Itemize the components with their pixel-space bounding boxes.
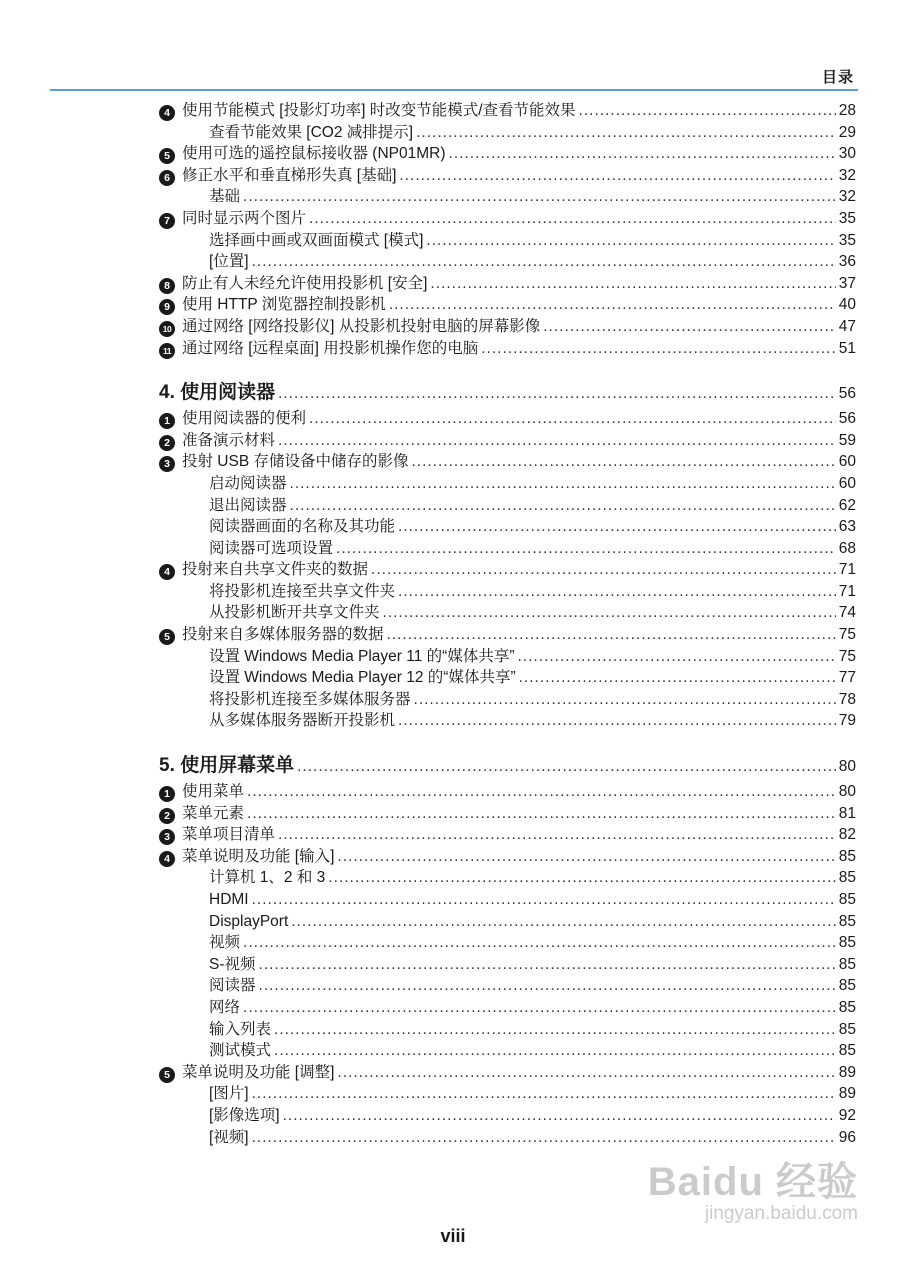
- toc-page-number: 47: [838, 317, 856, 335]
- toc-label: 投射 USB 存储设备中储存的影像: [182, 453, 409, 471]
- toc-label: 选择画中画或双画面模式 [模式]: [209, 231, 424, 249]
- toc-label: 修正水平和垂直梯形失真 [基础]: [182, 166, 397, 184]
- dot-leader: [252, 251, 836, 273]
- toc-page-number: 92: [838, 1106, 856, 1124]
- toc-label: 退出阅读器: [209, 496, 287, 514]
- toc-page-number: 85: [838, 869, 856, 887]
- toc-entry[interactable]: [159, 273, 856, 295]
- toc-entry[interactable]: [159, 294, 856, 316]
- circled-number-icon: 2: [159, 435, 175, 451]
- circled-number-icon: 3: [159, 456, 175, 472]
- dot-leader: [481, 338, 836, 360]
- dot-leader: [399, 165, 835, 187]
- toc-page-number: 29: [838, 123, 856, 141]
- toc-label: 使用节能模式 [投影灯功率] 时改变节能模式/查看节能效果: [182, 102, 576, 119]
- toc-page-number: 36: [838, 253, 856, 271]
- toc-subentry[interactable]: [159, 230, 856, 252]
- toc-label: 阅读器: [209, 977, 256, 995]
- dot-leader: [449, 143, 836, 165]
- toc-subentry[interactable]: [159, 186, 856, 208]
- toc-subentry[interactable]: [159, 473, 856, 495]
- toc-label: 设置 Windows Media Player 12 的“媒体共享”: [209, 669, 516, 687]
- dot-leader: [252, 1127, 836, 1149]
- toc-label: 防止有人未经允许使用投影机 [安全]: [182, 274, 428, 292]
- toc-label: 查看节能效果 [CO2 减排提示]: [209, 123, 414, 141]
- watermark-logo: Baidu 经验: [647, 1160, 858, 1204]
- dot-leader: [259, 954, 836, 976]
- toc-label: 将投影机连接至多媒体服务器: [209, 690, 411, 708]
- circled-number-icon: 1: [159, 786, 175, 802]
- toc-subentry[interactable]: [159, 1040, 856, 1062]
- toc-page-number: 82: [838, 826, 856, 844]
- dot-leader: [416, 122, 836, 144]
- toc-entry[interactable]: [159, 430, 856, 452]
- toc-page-number: 32: [838, 188, 856, 206]
- toc-label: 使用可选的遥控鼠标接收器 (NP01MR): [182, 145, 446, 163]
- circled-number-icon: 2: [159, 808, 175, 824]
- toc-page-number: 85: [838, 977, 856, 995]
- toc-page-number: 35: [838, 231, 856, 249]
- toc-label: 测试模式: [209, 1042, 272, 1060]
- toc-subentry[interactable]: [159, 667, 856, 689]
- toc-label: 网络: [209, 998, 241, 1016]
- toc-label: [视频]: [209, 1128, 249, 1146]
- toc-page-number: 37: [838, 274, 856, 292]
- dot-leader: [243, 932, 836, 954]
- toc-page-number: 63: [838, 518, 856, 536]
- toc-label: 使用 HTTP 浏览器控制投影机: [182, 296, 386, 314]
- dot-leader: [519, 667, 836, 689]
- toc-subentry[interactable]: [159, 867, 856, 889]
- circled-number-icon: 11: [159, 343, 175, 359]
- dot-leader: [517, 646, 835, 668]
- toc-entry[interactable]: [159, 165, 856, 187]
- toc-page-number: 85: [838, 934, 856, 952]
- dot-leader: [278, 378, 836, 409]
- toc-subentry[interactable]: [159, 1127, 856, 1149]
- dot-leader: [309, 208, 836, 230]
- dot-leader: [371, 559, 836, 581]
- dot-leader: [243, 186, 836, 208]
- toc-page-number: 80: [838, 758, 856, 776]
- circled-number-icon: 5: [159, 629, 175, 645]
- toc-label: 视频: [209, 934, 241, 952]
- dot-leader: [283, 1105, 836, 1127]
- dot-leader: [274, 1019, 836, 1041]
- toc-subentry[interactable]: [159, 122, 856, 144]
- toc-label: 将投影机连接至共享文件夹: [209, 582, 396, 600]
- toc-entry[interactable]: [159, 1062, 856, 1084]
- toc-entry[interactable]: [159, 624, 856, 646]
- toc-label: 阅读器画面的名称及其功能: [209, 518, 396, 536]
- dot-leader: [383, 602, 836, 624]
- circled-number-icon: 1: [159, 413, 175, 429]
- toc-page-number: 62: [838, 496, 856, 514]
- toc-entry[interactable]: [159, 846, 856, 868]
- toc-page-number: 60: [838, 453, 856, 471]
- circled-number-icon: 6: [159, 170, 175, 186]
- toc-label: 5. 使用屏幕菜单: [159, 755, 295, 777]
- dot-leader: [337, 1062, 835, 1084]
- toc-page-number: 68: [838, 539, 856, 557]
- toc-entry[interactable]: [159, 559, 856, 581]
- toc-label: S-视频: [209, 955, 256, 973]
- dot-leader: [290, 495, 836, 517]
- toc-subentry[interactable]: [159, 1105, 856, 1127]
- toc-entry[interactable]: [159, 208, 856, 230]
- dot-leader: [328, 867, 835, 889]
- toc-entry[interactable]: [159, 100, 856, 122]
- toc-label: 准备演示材料: [182, 431, 276, 449]
- circled-number-icon: 9: [159, 299, 175, 315]
- toc-page-number: 77: [838, 669, 856, 687]
- toc-subentry[interactable]: [159, 710, 856, 732]
- toc-subentry[interactable]: [159, 997, 856, 1019]
- toc-page-number: 85: [838, 1020, 856, 1038]
- toc-page-number: 59: [838, 431, 856, 449]
- toc-entry[interactable]: [159, 338, 856, 360]
- circled-number-icon: 8: [159, 278, 175, 294]
- toc-page-number: 75: [838, 626, 856, 644]
- dot-leader: [398, 516, 836, 538]
- dot-leader: [274, 1040, 836, 1062]
- toc-label: 投射来自共享文件夹的数据: [182, 561, 369, 579]
- dot-leader: [411, 451, 835, 473]
- toc-subentry[interactable]: [159, 646, 856, 668]
- toc-entry[interactable]: [159, 408, 856, 430]
- toc-subentry[interactable]: [159, 932, 856, 954]
- toc-label: [图片]: [209, 1085, 249, 1103]
- dot-leader: [252, 889, 836, 911]
- toc-subentry[interactable]: [159, 911, 856, 933]
- toc-label: 通过网络 [网络投影仪] 从投影机投射电脑的屏幕影像: [182, 317, 541, 335]
- toc-subentry[interactable]: [159, 1083, 856, 1105]
- toc-page-number: 85: [838, 912, 856, 930]
- toc-page-number: 75: [838, 647, 856, 665]
- dot-leader: [389, 294, 836, 316]
- toc-page-number: 30: [838, 145, 856, 163]
- toc-page-number: 51: [838, 339, 856, 357]
- circled-number-icon: 7: [159, 213, 175, 229]
- circled-number-icon: 4: [159, 564, 175, 580]
- toc-label: 菜单项目清单: [182, 826, 276, 844]
- toc-page-number: 60: [838, 474, 856, 492]
- toc-label: 使用菜单: [182, 783, 245, 801]
- toc-subentry[interactable]: [159, 1019, 856, 1041]
- toc-page-number: 85: [838, 998, 856, 1016]
- dot-leader: [278, 430, 836, 452]
- toc-entry[interactable]: [159, 781, 856, 803]
- dot-leader: [426, 230, 835, 252]
- toc-label: 设置 Windows Media Player 11 的“媒体共享”: [209, 647, 515, 665]
- baidu-watermark: [648, 1150, 858, 1225]
- toc-label: 菜单说明及功能 [输入]: [182, 847, 335, 865]
- dot-leader: [290, 473, 836, 495]
- dot-leader: [247, 803, 836, 825]
- toc-subentry[interactable]: [159, 581, 856, 603]
- toc-page-number: 56: [838, 385, 856, 403]
- dot-leader: [387, 624, 836, 646]
- toc-page-number: 85: [838, 1042, 856, 1060]
- toc-subentry[interactable]: [159, 251, 856, 273]
- toc-chapter[interactable]: [159, 750, 856, 781]
- table-of-contents: [159, 100, 856, 1148]
- toc-page-number: 28: [838, 102, 856, 119]
- toc-subentry[interactable]: [159, 516, 856, 538]
- dot-leader: [297, 751, 836, 782]
- dot-leader: [259, 975, 836, 997]
- toc-page-number: 89: [838, 1063, 856, 1081]
- toc-entry[interactable]: [159, 451, 856, 473]
- toc-subentry[interactable]: [159, 602, 856, 624]
- toc-label: 菜单元素: [182, 804, 245, 822]
- toc-label: 从投影机断开共享文件夹: [209, 604, 380, 622]
- header-divider: [50, 89, 858, 91]
- toc-label: 投射来自多媒体服务器的数据: [182, 626, 384, 644]
- dot-leader: [337, 846, 835, 868]
- toc-entry[interactable]: [159, 143, 856, 165]
- toc-page-number: 71: [838, 561, 856, 579]
- toc-page-number: 85: [838, 955, 856, 973]
- dot-leader: [414, 689, 836, 711]
- dot-leader: [291, 911, 836, 933]
- dot-leader: [252, 1083, 836, 1105]
- toc-page-number: 71: [838, 582, 856, 600]
- toc-label: [位置]: [209, 253, 249, 271]
- circled-number-icon: 5: [159, 148, 175, 164]
- dot-leader: [336, 538, 836, 560]
- toc-label: 菜单说明及功能 [调整]: [182, 1063, 335, 1081]
- dot-leader: [309, 408, 836, 430]
- toc-subentry[interactable]: [159, 495, 856, 517]
- toc-subentry[interactable]: [159, 889, 856, 911]
- toc-label: 计算机 1、2 和 3: [209, 869, 326, 887]
- dot-leader: [543, 316, 836, 338]
- toc-label: 启动阅读器: [209, 474, 287, 492]
- circled-number-icon: 10: [159, 321, 175, 337]
- dot-leader: [430, 273, 835, 295]
- toc-label: 基础: [209, 188, 241, 206]
- toc-label: HDMI: [209, 891, 249, 908]
- toc-subentry[interactable]: [159, 954, 856, 976]
- watermark-url: jingyan.baidu.com: [704, 1203, 858, 1224]
- toc-page-number: 32: [838, 166, 856, 184]
- toc-chapter[interactable]: [159, 377, 856, 408]
- circled-number-icon: 3: [159, 829, 175, 845]
- toc-page-number: 78: [838, 690, 856, 708]
- toc-page-number: 81: [838, 804, 856, 822]
- toc-label: 通过网络 [远程桌面] 用投影机操作您的电脑: [182, 339, 479, 357]
- dot-leader: [243, 997, 836, 1019]
- dot-leader: [398, 581, 836, 603]
- circled-number-icon: 4: [159, 105, 175, 121]
- dot-leader: [398, 710, 836, 732]
- toc-page-number: 89: [838, 1085, 856, 1103]
- dot-leader: [579, 100, 836, 122]
- toc-page-number: 85: [838, 891, 856, 908]
- toc-subentry[interactable]: [159, 975, 856, 997]
- toc-page-number: 74: [838, 604, 856, 622]
- page-number: viii: [440, 1226, 466, 1246]
- toc-page-number: 79: [838, 712, 856, 730]
- toc-subentry[interactable]: [159, 689, 856, 711]
- toc-label: 4. 使用阅读器: [159, 382, 276, 404]
- toc-entry[interactable]: [159, 803, 856, 825]
- toc-page-number: 35: [838, 209, 856, 227]
- toc-label: [影像选项]: [209, 1106, 280, 1124]
- toc-label: 输入列表: [209, 1020, 272, 1038]
- toc-page-number: 40: [838, 296, 856, 314]
- toc-entry[interactable]: [159, 824, 856, 846]
- dot-leader: [247, 781, 836, 803]
- toc-label: DisplayPort: [209, 912, 289, 930]
- dot-leader: [278, 824, 836, 846]
- toc-label: 阅读器可选项设置: [209, 539, 334, 557]
- circled-number-icon: 5: [159, 1067, 175, 1083]
- toc-page-number: 85: [838, 847, 856, 865]
- toc-label: 同时显示两个图片: [182, 209, 307, 227]
- toc-subentry[interactable]: [159, 538, 856, 560]
- circled-number-icon: 4: [159, 851, 175, 867]
- toc-label: 使用阅读器的便利: [182, 410, 307, 428]
- toc-page-number: 96: [838, 1128, 856, 1146]
- toc-page-number: 56: [838, 410, 856, 428]
- toc-page-number: 80: [838, 783, 856, 801]
- toc-label: 从多媒体服务器断开投影机: [209, 712, 396, 730]
- section-title: 目录: [821, 69, 854, 86]
- toc-entry[interactable]: [159, 316, 856, 338]
